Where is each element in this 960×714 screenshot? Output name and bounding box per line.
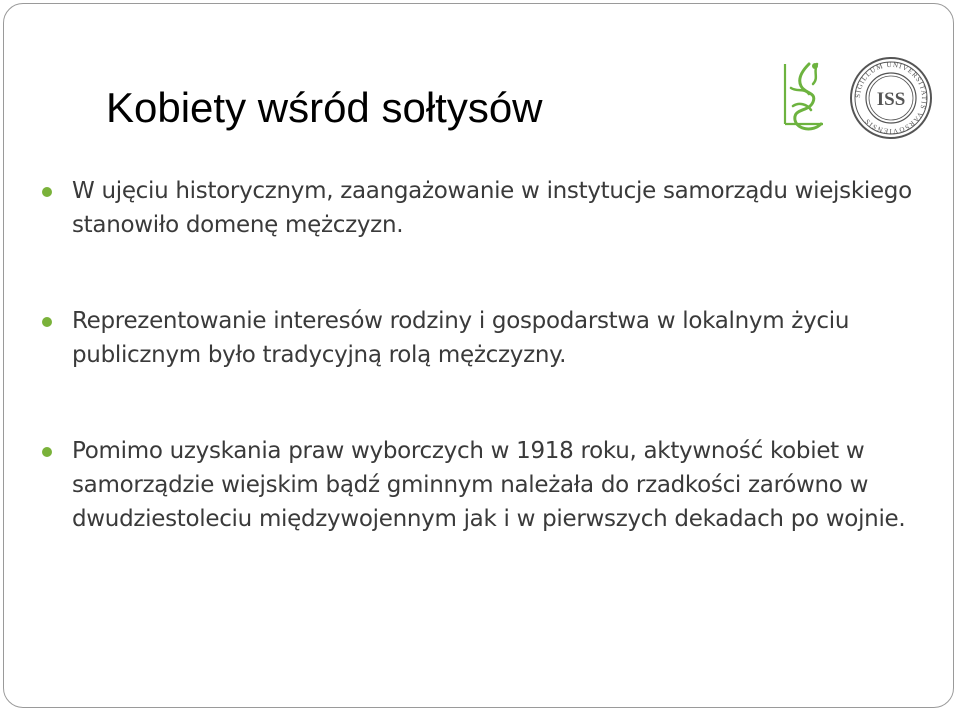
- bullet-dot-icon: [42, 317, 52, 327]
- figure-logo-icon: [779, 58, 831, 138]
- bullet-item: [42, 434, 922, 536]
- university-seal-icon: [849, 56, 933, 140]
- seal-center-text: ISS: [876, 89, 906, 110]
- bullet-text: Pomimo uzyskania praw wyborczych w 1918 roku, aktywność kobiet w samorządzie wiejskim bądź gminnym należała do rzadkości zarówno w dwudziestoleciu międzywojennym jak i w pierwszych dekadach po wojnie.: [72, 438, 906, 532]
- bullet-dot-icon: [42, 447, 52, 457]
- bullet-dot-icon: [42, 187, 52, 197]
- bullet-text: W ujęciu historycznym, zaangażowanie w instytucje samorządu wiejskiego stanowiło domenę mężczyzn.: [72, 178, 912, 238]
- bullet-item: [42, 174, 922, 242]
- seal-ring-text: SIGILLUM UNIVERSITATIS VARSOVIENSIS: [853, 60, 929, 136]
- logo-group: [779, 56, 933, 140]
- bullet-text: Reprezentowanie interesów rodziny i gospodarstwa w lokalnym życiu publicznym było tradycyjną rolą mężczyzny.: [72, 308, 850, 368]
- bullet-list: [42, 174, 922, 536]
- bullet-item: [42, 304, 922, 372]
- slide: [3, 3, 954, 708]
- slide-title: Kobiety wśród sołtysów: [106, 84, 543, 131]
